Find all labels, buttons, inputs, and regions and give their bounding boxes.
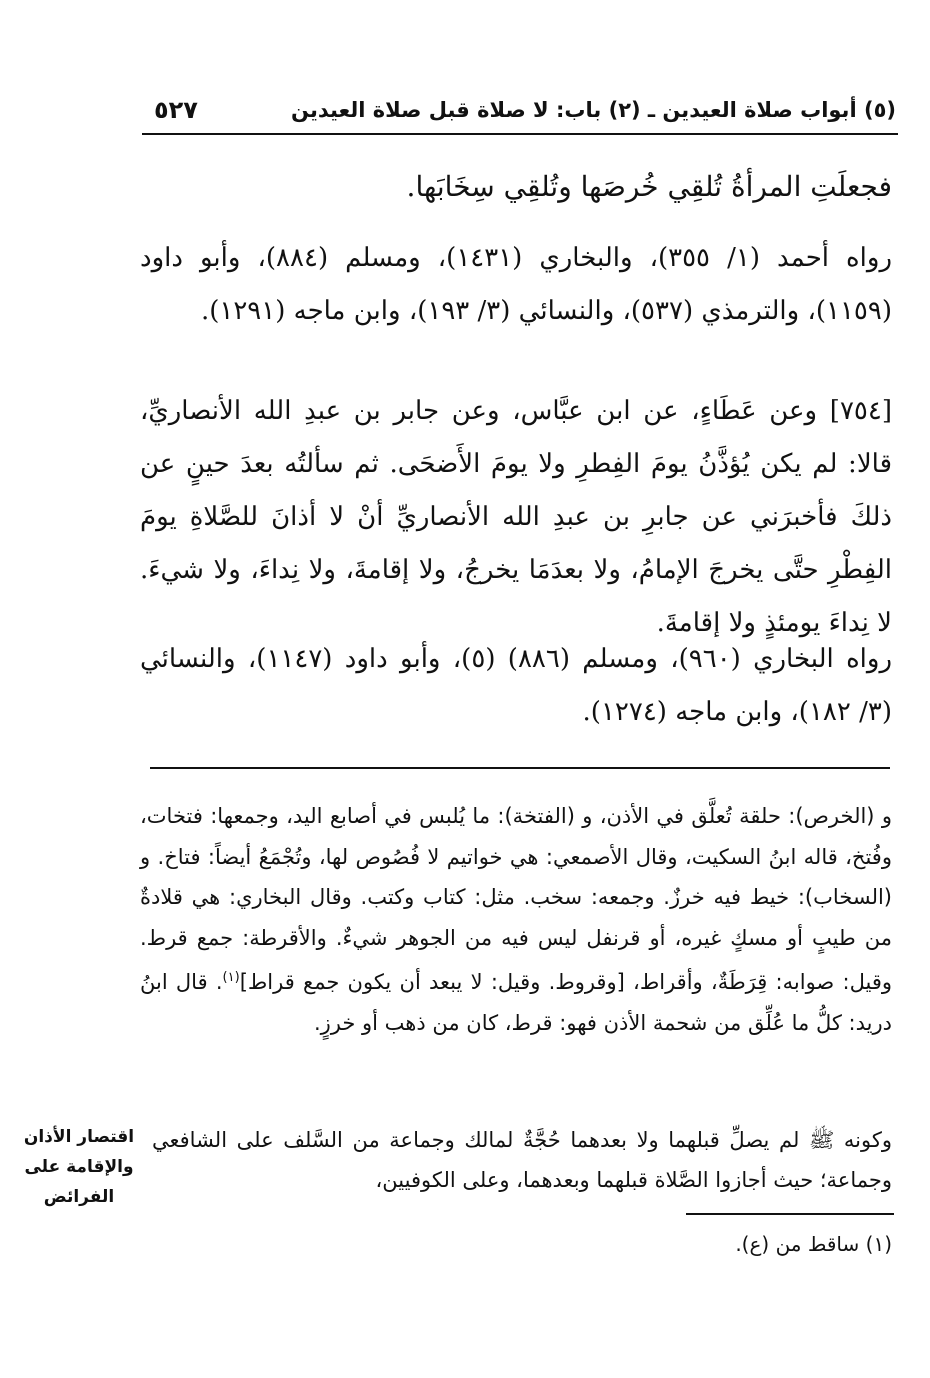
margin-heading-line-2: والإقامة على	[24, 1157, 134, 1177]
margin-heading-line-1: اقتصار الأذان	[23, 1127, 135, 1147]
commentary-section: وكونه ﷺ لم يصلِّ قبلهما ولا بعدهما حُجَّةٌ لمالك وجماعة من السَّلف على الشافعي وجماعة؛ حيث أجازوا الصَّلاة قبلهما وبعدهما، وعلى الكوفيين،	[152, 1128, 892, 1192]
footnote: (١) ساقط من (ع).	[735, 1232, 892, 1256]
margin-heading-line-3: الفرائض	[43, 1187, 115, 1207]
page-number: ٥٢٧	[154, 96, 198, 124]
commentary-notes	[140, 796, 892, 1043]
hadith-754-sources: رواه البخاري (٩٦٠)، ومسلم (٨٨٦) (٥)، وأبو داود (١١٤٧)، والنسائي (٣/ ١٨٢)، وابن ماجه (١٢٧٤).	[140, 644, 893, 727]
running-title: (٥) أبواب صلاة العيدين ـ (٢) باب: لا صلاة قبل صلاة العيدين	[291, 98, 896, 122]
section-divider	[150, 767, 890, 769]
commentary-notes-text: و (الخرص): حلقة تُعلَّق في الأذن، و (الفتخة): ما يُلبس في أصابع اليد، وجمعها: فتخات، وفُتخ، قاله ابنُ السكيت، وقال الأصمعي: هي خواتيم لا فُصُوص لها، وتُجْمَعُ أيضاً: فتاخ. و (السخاب): خيط فيه خرزٌ. وجمعه: سخب. مثل: كتاب وكتب. وقال البخاري: هي قلادةٌ من طيبٍ أو مسكٍ غيره، أو قرنفل ليس فيه من الجوهر شيءٌ. والأقرطة: جمع قرط. وقيل: صوابه: قِرَطَةٌ، وأقراط، [وقروط. وقيل: لا يبعد أن يكون جمع قراط]	[140, 804, 892, 994]
hadith-text-continuation: فجعلَتِ المرأةُ تُلقِي خُرصَها وتُلقِي سِخَابَها.	[406, 170, 892, 203]
footnote-rule	[686, 1213, 894, 1215]
page-header	[148, 92, 896, 132]
header-rule	[142, 133, 898, 135]
commentary-notes-end: . قال ابنُ دريد: كلُّ ما عُلِّق من شحمة الأذن فهو: قرط، كان من ذهب أو خرزٍ.	[140, 970, 892, 1035]
hadith-sources: رواه أحمد (١/ ٣٥٥)، والبخاري (١٤٣١)، ومسلم (٨٨٤)، وأبو داود (١١٥٩)، والترمذي (٥٣٧)، والنسائي (٣/ ١٩٣)، وابن ماجه (١٢٩١).	[140, 243, 893, 326]
margin-heading	[14, 1122, 144, 1212]
hadith-754: [٧٥٤] وعن عَطَاءٍ، عن ابن عبَّاس، وعن جابر بن عبدِ الله الأنصاريِّ، قالا: لم يكن يُؤذَّنُ يومَ الفِطرِ ولا يومَ الأَضحَى. ثم سألتُه بعدَ حينٍ عن ذلكَ فأخبرَني عن جابرِ بن عبدِ الله الأنصاريِّ أنْ لا أذانَ للصَّلاةِ يومَ الفِطْرِ حتَّى يخرجَ الإمامُ، ولا بعدَمَا يخرجُ، ولا إقامةَ، ولا نِداءَ، ولا شيءَ. لا نِداءَ يومئذٍ ولا إقامةَ.	[140, 396, 892, 638]
footnote-ref: (١)	[222, 970, 240, 985]
